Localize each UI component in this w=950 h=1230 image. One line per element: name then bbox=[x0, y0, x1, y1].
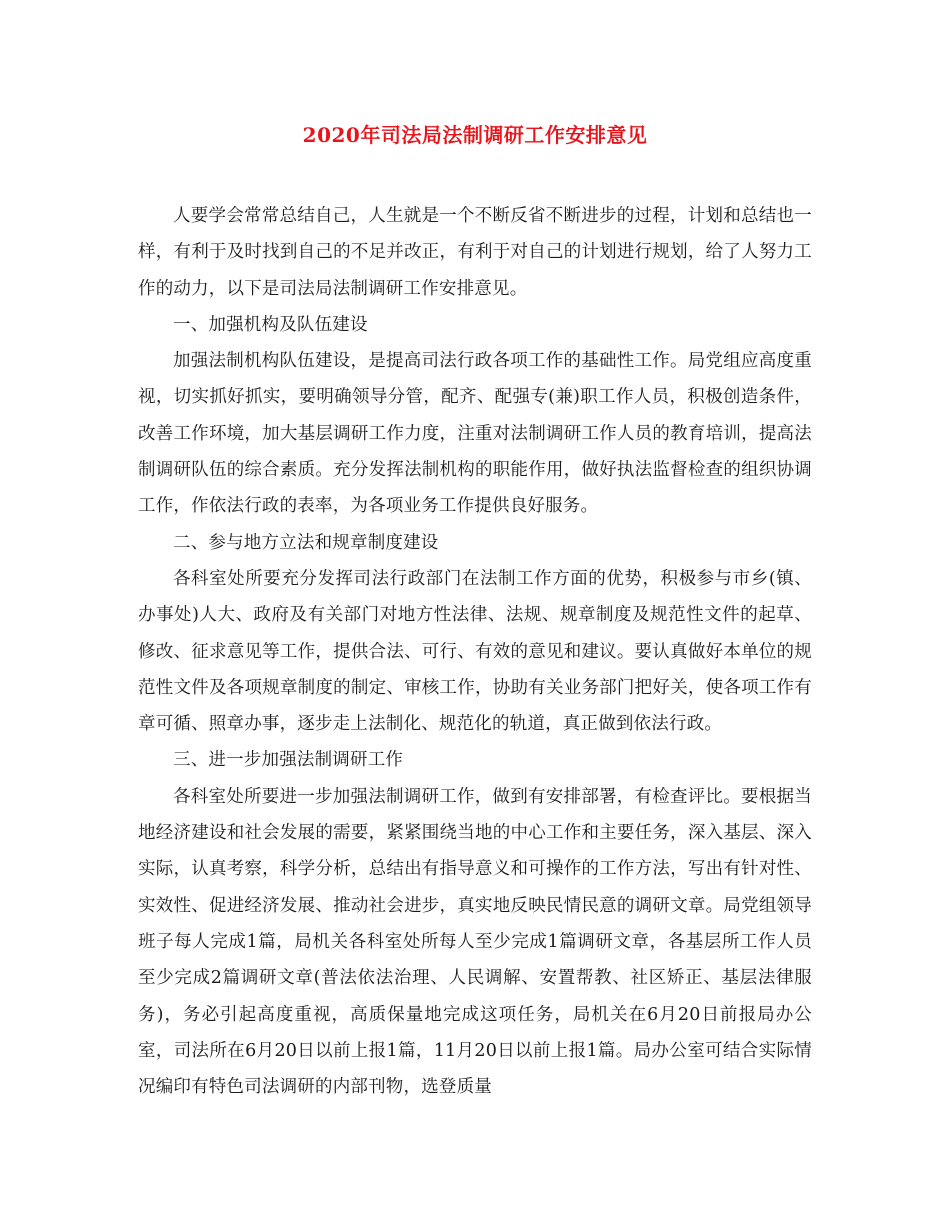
section-2-body: 各科室处所要充分发挥司法行政部门在法制工作方面的优势，积极参与市乡(镇、办事处)人大、政府及有关部门对地方性法律、法规、规章制度及规范性文件的起草、修改、征求意见等工作，提供合法、可行、有效的意见和建议。要认真做好本单位的规范性文件及各项规章制度的制定、审核工作，协助有关业务部门把好关，使各项工作有章可循、照章办事，逐步走上法制化、规范化的轨道，真正做到依法行政。 bbox=[138, 568, 812, 735]
section-1-body: 加强法制机构队伍建设，是提高司法行政各项工作的基础性工作。局党组应高度重视，切实抓好抓实，要明确领导分管，配齐、配强专(兼)职工作人员，积极创造条件，改善工作环境，加大基层调研工作力度，注重对法制调研工作人员的教育培训，提高法制调研队伍的综合素质。充分发挥法制机构的职能作用，做好执法监督检查的组织协调工作，作依法行政的表率，为各项业务工作提供良好服务。 bbox=[138, 351, 812, 517]
section-3-heading: 三、进一步加强法制调研工作 bbox=[173, 750, 404, 771]
document-title: 2020年司法局法制调研工作安排意见 bbox=[302, 123, 648, 147]
section-2-heading: 二、参与地方立法和规章制度建设 bbox=[173, 532, 439, 553]
section-1-heading: 一、加强机构及队伍建设 bbox=[173, 314, 368, 335]
section-3-body: 各科室处所要进一步加强法制调研工作，做到有安排部署，有检查评比。要根据当地经济建设和社会发展的需要，紧紧围绕当地的中心工作和主要任务，深入基层、深入实际，认真考察，科学分析，总结出有指导意义和可操作的工作方法，写出有针对性、实效性、促进经济发展、推动社会进步，真实地反映民情民意的调研文章。局党组领导班子每人完成1篇，局机关各科室处所每人至少完成1篇调研文章，各基层所工作人员至少完成2篇调研文章(普法依法治理、人民调解、安置帮教、社区矫正、基层法律服务)，务必引起高度重视，高质保量地完成这项任务，局机关在6月20日前报局办公室，司法所在6月20日以前上报1篇，11月20日以前上报1篇。局办公室可结合实际情况编印有特色司法调研的内部刊物，选登质量 bbox=[138, 786, 812, 1098]
intro-paragraph: 人要学会常常总结自己，人生就是一个不断反省不断进步的过程，计划和总结也一样，有利于及时找到自己的不足并改正，有利于对自己的计划进行规划，给了人努力工作的动力，以下是司法局法制调研工作安排意见。 bbox=[138, 206, 812, 299]
